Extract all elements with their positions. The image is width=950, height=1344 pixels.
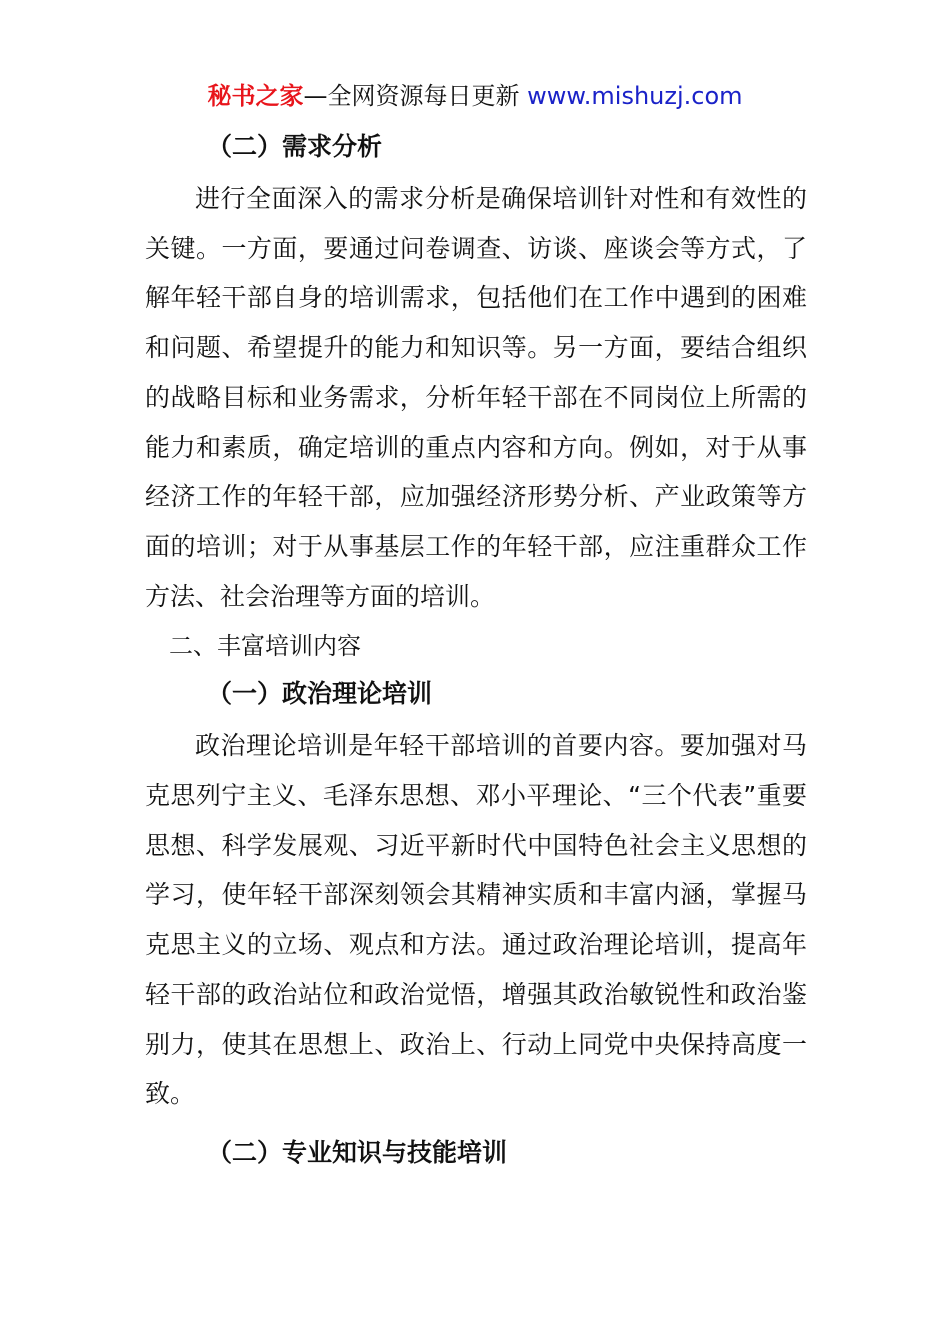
brand-name: 秘书之家 [207,82,304,110]
site-url: www.mishuzj.com [527,82,743,110]
heading-demand-analysis: （二）需求分析 [207,132,383,161]
document-body [145,123,807,1177]
brand-tagline: —全网资源每日更新 [303,82,520,110]
heading-political-theory: （一）政治理论培训 [207,679,433,709]
paragraph-political-theory: 政治理论培训是年轻干部培训的首要内容。要加强对马克思列宁主义、毛泽东思想、邓小平理论、“三个代表”重要思想、科学发展观、习近平新时代中国特色社会主义思想的学习，使年轻干部深刻领会其精神实质和丰富内涵，掌握马克思主义的立场、观点和方法。通过政治理论培训，提高年轻干部的政治站位和政治觉悟，增强其政治敏锐性和政治鉴别力，使其在思想上、政治上、行动上同党中央保持高度一致。 [145,731,807,1109]
section-title-enrich-content: 二、丰富培训内容 [169,632,361,661]
paragraph-demand-analysis: 进行全面深入的需求分析是确保培训针对性和有效性的关键。一方面，要通过问卷调查、访谈、座谈会等方式，了解年轻干部自身的培训需求，包括他们在工作中遇到的困难和问题、希望提升的能力和知识等。另一方面，要结合组织的战略目标和业务需求，分析年轻干部在不同岗位上所需的能力和素质，确定培训的重点内容和方向。例如，对于从事经济工作的年轻干部，应加强经济形势分析、产业政策等方面的培训；对于从事基层工作的年轻干部，应注重群众工作方法、社会治理等方面的培训。 [145,184,807,611]
heading-professional-skills: （二）专业知识与技能培训 [207,1137,508,1167]
site-watermark-header [0,80,950,112]
